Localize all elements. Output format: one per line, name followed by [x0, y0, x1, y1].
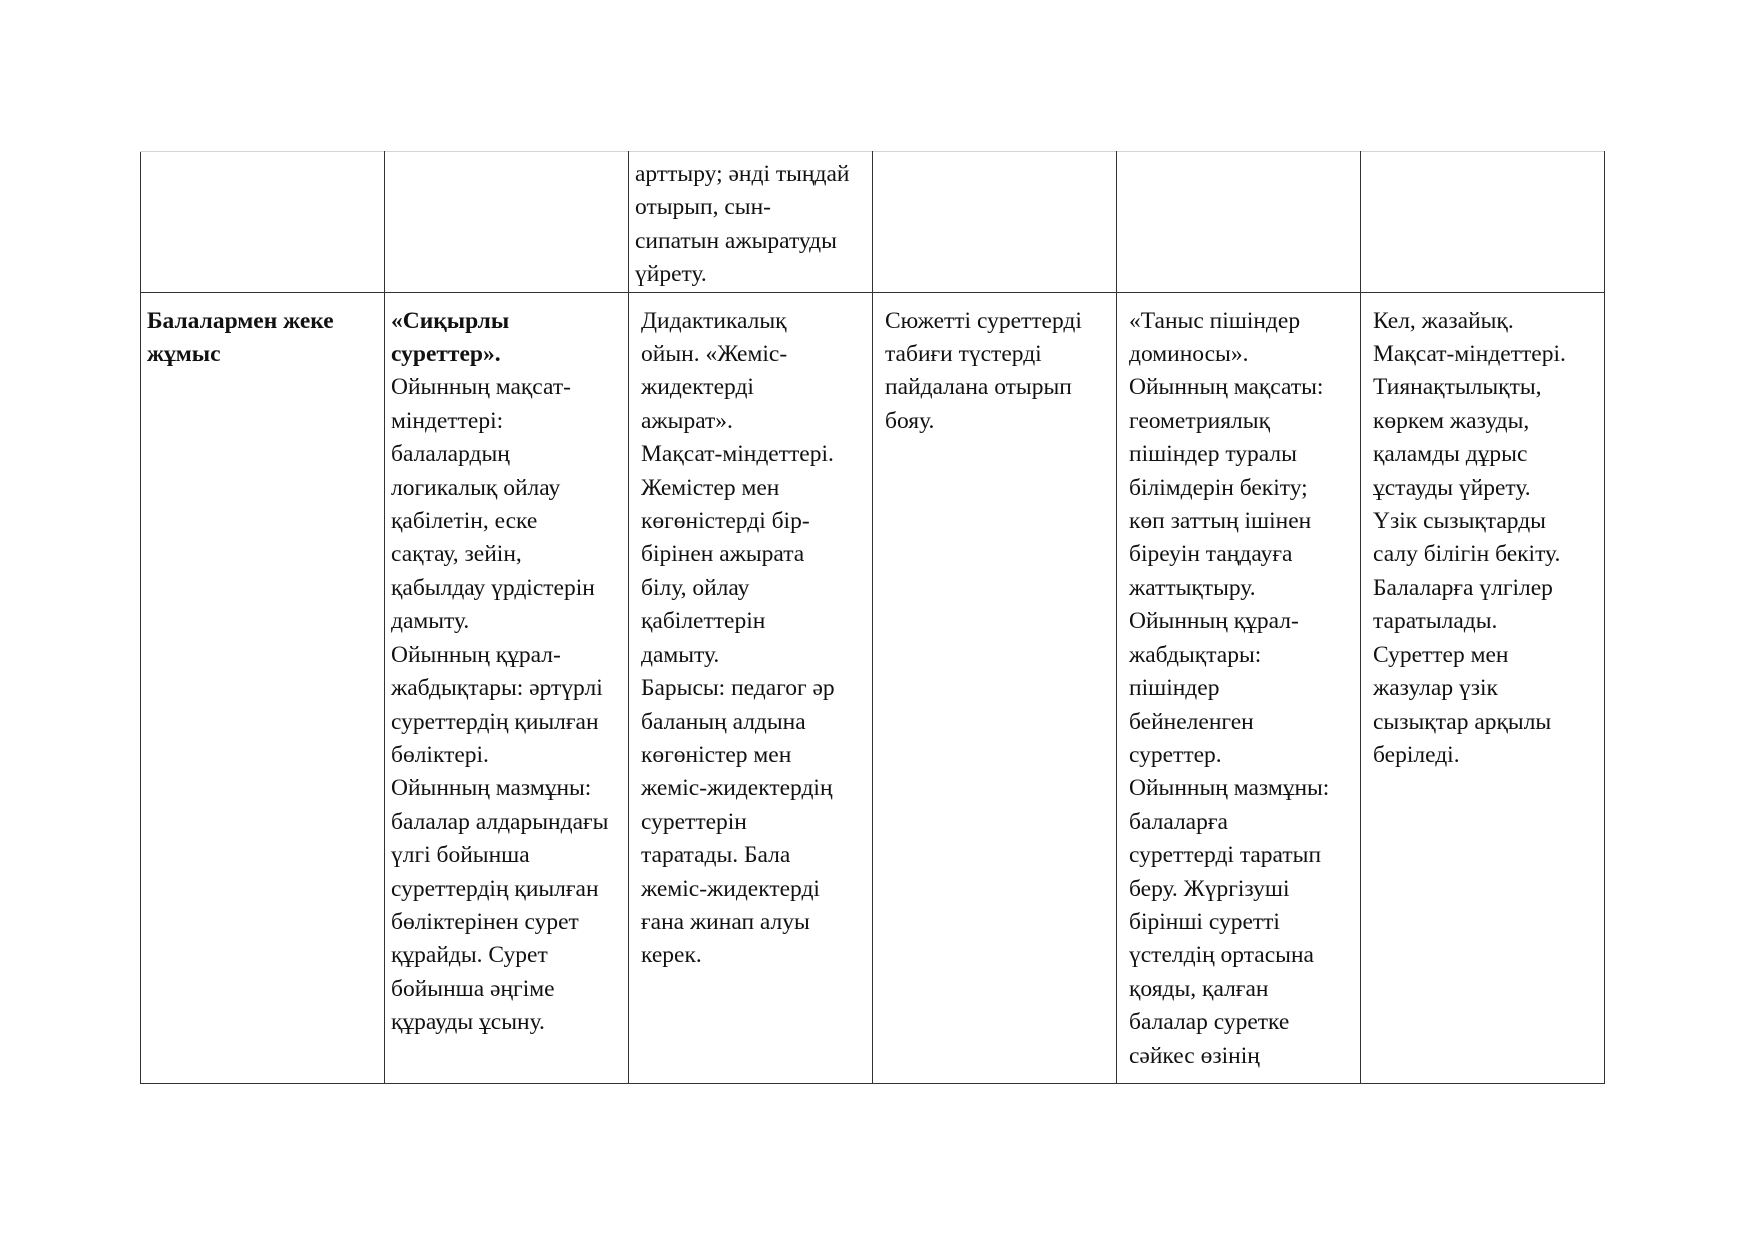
table-cell — [873, 152, 1117, 293]
table-cell — [1361, 152, 1605, 293]
table-cell — [141, 152, 385, 293]
table-cell — [1117, 152, 1361, 293]
friday-text: Кел, жазайық. Мақсат-міндеттері. Тиянақтылықты, көркем жазуды, қаламды дұрыс ұстауды үйрету. Үзік сызықтарды салу білігін бекіту. Балаларға үлгілер таратылады. Суреттер мен жазулар үзік сызықтар арқылы беріледі. — [1373, 307, 1566, 768]
table-cell — [385, 152, 629, 293]
monday-cell — [385, 292, 629, 1083]
table-row-individual-work — [141, 292, 1605, 1083]
thursday-text: «Таныс пішіндер доминосы». Ойынның мақсаты: геометриялық пішіндер туралы білімдерін бекіту; көп заттың ішінен біреуін таңдауға жаттықтыру. Ойынның құрал- жабдықтары: пішіндер бейнеленген суреттер. Ойынның мазмұны: балаларға суреттерді таратып беру. Жүргізуші бірінші суретті үстелдің ортасына қояды, қалған балалар суретке сәйкес өзінің — [1129, 307, 1330, 1069]
thursday-cell — [1117, 292, 1361, 1083]
wednesday-text: Сюжетті суреттерді табиғи түстерді пайдалана отырып бояу. — [885, 307, 1082, 434]
tuesday-cell — [629, 292, 873, 1083]
friday-cell — [1361, 292, 1605, 1083]
row-label-cell — [141, 292, 385, 1083]
table-row-continuation — [141, 152, 1605, 293]
continuation-text: арттыру; әнді тыңдай отырып, сын- сипатын ажыратуды үйрету. — [635, 161, 850, 288]
monday-game-title: «Сиқырлы суреттер». — [391, 307, 510, 368]
row-label: Балалармен жеке жұмыс — [147, 307, 334, 368]
lesson-plan-table — [140, 151, 1605, 1084]
table-cell — [629, 152, 873, 293]
tuesday-text: Дидактикалық ойын. «Жеміс- жидектерді ажырат». Мақсат-міндеттері. Жемістер мен көгөністерді бір- бірінен ажырата білу, ойлау қабілеттерін дамыту. Барысы: педагог әр баланың алдына көгөністер мен жеміс-жидектердің суреттерін таратады. Бала жеміс-жидектерді ғана жинап алуы керек. — [641, 307, 835, 969]
wednesday-cell — [873, 292, 1117, 1083]
monday-game-body: Ойынның мақсат- міндеттері: балалардың логикалық ойлау қабілетін, еске сақтау, зейін, қабылдау үрдістерін дамыту. Ойынның құрал- жабдықтары: әртүрлі суреттердің қиылған бөліктері. Ойынның мазмұны: балалар алдарындағы үлгі бойынша суреттердің қиылған бөліктерінен сурет құрайды. Сурет бойынша әңгіме құрауды ұсыну. — [391, 374, 609, 1036]
